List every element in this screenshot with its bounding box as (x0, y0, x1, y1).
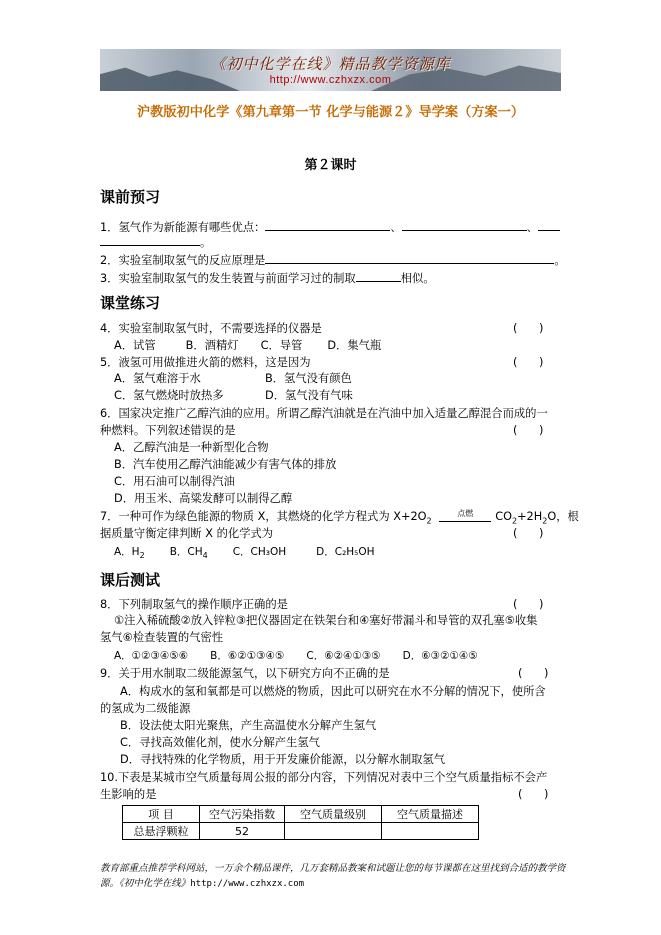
question-9: 9．关于用水制取二级能源氢气，以下研究方向不正确的是 (100, 667, 390, 680)
option-c[interactable]: C．用石油可以制得汽油 (114, 475, 235, 488)
question-4-options (114, 339, 381, 353)
reaction-arrow (435, 510, 495, 525)
question-10-line-2: 生影响的是 (100, 788, 157, 801)
option-c[interactable]: C．导管 (260, 339, 303, 352)
table-header: 空气污染指数 (200, 806, 285, 823)
table-row (123, 823, 479, 840)
question-6-line-2: 种燃料。下列叙述错误的是 (100, 424, 236, 437)
subscript: 2 (426, 516, 432, 526)
answer-blank[interactable] (265, 219, 390, 231)
option-a[interactable]: A．试管 (114, 339, 156, 352)
question-7 (100, 510, 579, 528)
question-2 (100, 252, 566, 268)
answer-blank[interactable] (265, 252, 554, 264)
table-cell: 总悬浮颗粒 (123, 823, 200, 840)
option-d[interactable]: D．⑥③②①④⑤ (402, 650, 478, 662)
page-footer (100, 861, 570, 892)
option-a[interactable]: A．①②③④⑤⑥ (114, 650, 189, 662)
question-8-options (114, 649, 478, 663)
table-header: 项 目 (123, 806, 200, 823)
footer-text: 教育部重点推荐学科网站，一万余个精品课件，几万套精品教案和试题让您的每节课都在这里找到合适的教学资源。《初中化学在线》 (100, 863, 566, 889)
question-2-text: 2．实验室制取氢气的反应原理是 (100, 254, 266, 267)
product: CO (495, 510, 512, 523)
period: 。 (554, 254, 566, 267)
section-heading-preview: 课前预习 (100, 188, 161, 206)
air-quality-table (122, 805, 479, 840)
product: O，根 (547, 510, 579, 523)
header-banner (100, 49, 561, 91)
option-c[interactable]: C．⑥②④①③⑤ (306, 650, 381, 662)
subscript: 2 (139, 551, 145, 561)
answer-parentheses[interactable]: ( ) (513, 424, 544, 437)
table-cell (285, 823, 382, 840)
option-a[interactable] (114, 546, 145, 561)
option-d[interactable]: D．C₂H₅OH (316, 546, 375, 558)
period: 。 (200, 236, 212, 249)
question-1-text: 1．氢气作为新能源有哪些优点： (100, 221, 266, 234)
table-header: 空气质量级别 (285, 806, 382, 823)
question-7-line-2: 据质量守衡定律判断 X 的化学式为 (100, 527, 274, 540)
banner-title: 《初中化学在线》精品教学资源库 (210, 55, 451, 73)
option-a[interactable]: A．乙醇汽油是一种新型化合物 (114, 441, 269, 454)
question-4: 4．实验室制取氢气时，不需要选择的仪器是 (100, 322, 322, 335)
lesson-number: 第２课时 (304, 158, 357, 173)
option-d[interactable]: D．用玉米、高粱发酵可以制得乙醇 (114, 492, 293, 505)
question-3-text: 3．实验室制取氢气的发生装置与前面学习过的制取 (100, 272, 356, 285)
answer-blank[interactable] (100, 234, 200, 246)
answer-parentheses[interactable]: ( ) (518, 788, 549, 801)
option-b[interactable]: B．酒精灯 (185, 339, 239, 352)
option-a-continued: 的氢成为二级能源 (100, 702, 191, 715)
answer-parentheses[interactable]: ( ) (513, 598, 544, 611)
answer-blank[interactable] (538, 219, 560, 231)
option-d[interactable]: D．集气瓶 (327, 339, 382, 352)
table-cell: 52 (200, 823, 285, 840)
answer-parentheses[interactable]: ( ) (513, 356, 544, 369)
product: +2H (517, 510, 543, 523)
answer-blank[interactable] (402, 219, 527, 231)
answer-blank[interactable] (356, 270, 401, 282)
question-10: 10.下表是某城市空气质量每周公报的部分内容，下列情况对表中三个空气质量指标不会产 (100, 771, 548, 784)
subscript: 2 (512, 516, 518, 526)
banner-url[interactable]: http://www.czhxzx.com (269, 74, 392, 86)
question-7-options (114, 545, 375, 563)
table-cell (382, 823, 479, 840)
answer-parentheses[interactable]: ( ) (513, 322, 544, 335)
question-7-text: 7．一种可作为绿色能源的物质 X，其燃烧的化学方程式为 X+2O (100, 510, 427, 523)
table-header-row (123, 806, 479, 823)
option-b[interactable]: B．氢气没有颜色 (265, 372, 352, 385)
option-d[interactable]: D．寻找特殊的化学物质，用于开发廉价能源，以分解水制取氢气 (120, 753, 446, 766)
section-heading-test: 课后测试 (100, 571, 161, 589)
question-8-line-2: ①注入稀硫酸②放入锌粒③把仪器固定在铁架台和④塞好带漏斗和导管的双孔塞⑤收集 (114, 614, 538, 627)
reaction-condition: 点燃 (457, 509, 474, 518)
table-header: 空气质量描述 (382, 806, 479, 823)
question-6: 6．国家决定推广乙醇汽油的应用。所谓乙醇汽油就是在汽油中加入适量乙醇混合而成的一 (100, 407, 548, 420)
option-a[interactable]: A．构成水的氢和氧都是可以燃烧的物质，因此可以研究在水不分解的情况下，使所含 (120, 685, 546, 698)
question-3-end: 相似。 (400, 272, 435, 285)
option-a[interactable]: A．氢气难溶于水 (114, 372, 201, 385)
subscript: 4 (202, 551, 208, 561)
option-c[interactable]: C．寻找高效催化剂，使水分解产生氢气 (120, 736, 320, 749)
question-1 (100, 219, 560, 235)
answer-parentheses[interactable]: ( ) (513, 527, 544, 540)
option-b[interactable]: B．⑥②①③④⑤ (210, 650, 285, 662)
question-8-line-3: 氢气⑥检查装置的气密性 (100, 631, 224, 644)
answer-parentheses[interactable]: ( ) (518, 667, 549, 680)
option-b-text: B．CH (169, 546, 203, 558)
option-a-text: A．H (114, 546, 140, 558)
question-3 (100, 270, 435, 286)
option-c[interactable]: C．CH₃OH (232, 546, 287, 558)
option-b[interactable]: B．设法使太阳光聚焦，产生高温使水分解产生氢气 (120, 719, 377, 732)
option-b[interactable]: B．汽车使用乙醇汽油能减少有害气体的排放 (114, 458, 337, 471)
question-5: 5．液氢可用做推进火箭的燃料，这是因为 (100, 356, 311, 369)
question-8: 8．下列制取氢气的操作顺序正确的是 (100, 598, 288, 611)
section-heading-practice: 课堂练习 (100, 294, 161, 312)
separator: 、 (390, 221, 402, 234)
separator: 、 (526, 221, 538, 234)
option-c[interactable]: C．氢气燃烧时放热多 (114, 389, 224, 402)
question-1-continued (100, 234, 211, 250)
arrow-line (439, 521, 491, 522)
document-title: 沪教版初中化学《第九章第一节 化学与能源２》导学案（方案一） (136, 105, 525, 120)
option-b[interactable] (169, 546, 208, 561)
subscript: 2 (542, 516, 548, 526)
option-d[interactable]: D．氢气没有气味 (265, 389, 353, 402)
footer-link[interactable]: http://www.czhxzx.com (190, 879, 305, 889)
